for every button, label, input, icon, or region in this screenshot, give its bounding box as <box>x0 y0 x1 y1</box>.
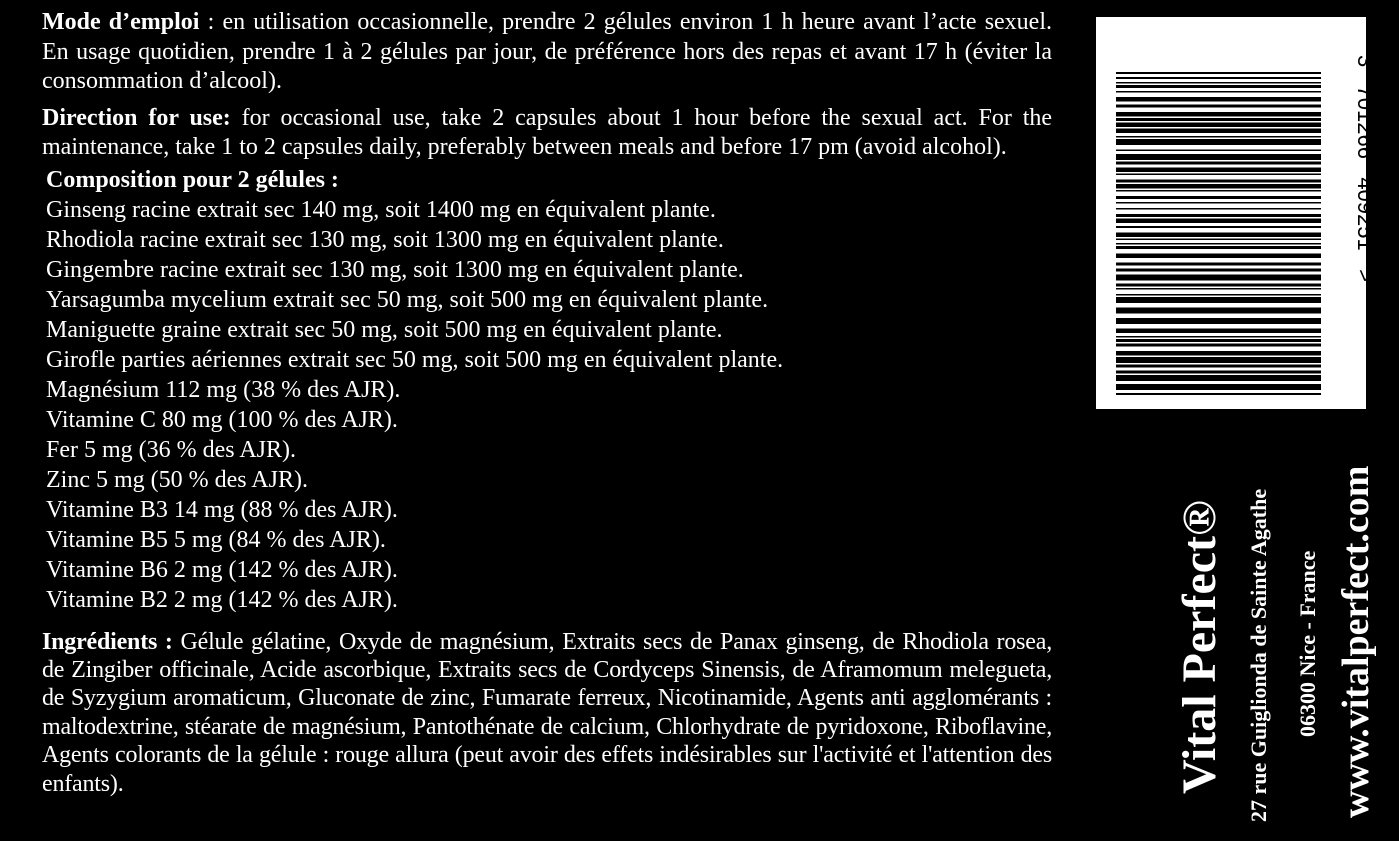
barcode-bar <box>1116 214 1321 217</box>
barcode-bar <box>1116 129 1321 134</box>
barcode-bar <box>1116 91 1321 93</box>
direction-text: for occasional use, take 2 capsules about 1 hour before the sexual act. For the maintenance, take 1 to 2 capsules daily, preferably between meals and before 17 pm (avoid alcohol). <box>42 104 1053 160</box>
barcode-bar <box>1116 118 1321 121</box>
barcode-digits: 3 701266 409251 > <box>1353 55 1378 282</box>
barcode-bar <box>1116 243 1321 245</box>
barcode-bar <box>1116 371 1321 374</box>
barcode-bar <box>1116 288 1321 290</box>
barcode-bar <box>1116 136 1321 138</box>
address-line-1: 27 rue Guiglionda de Sainte Agathe <box>1246 488 1271 822</box>
ingredients-label: Ingrédients : <box>42 628 173 655</box>
label-text-column <box>42 8 1052 822</box>
mode-emploi-text: : en utilisation occasionnelle, prendre 2 gélules environ 1 h heure avant l’acte sexuel. En usage quotidien, prendre 1 à 2 gélules par jour, de préférence hors des repas et avant 17 h (éviter la consommation d’alcool). <box>42 9 1053 94</box>
barcode-bar <box>1116 351 1321 356</box>
barcode-bar <box>1116 72 1321 74</box>
barcode-bars <box>1096 17 1378 409</box>
composition-title: Composition pour 2 gélules : <box>46 166 339 193</box>
barcode-bar <box>1116 97 1321 102</box>
barcode-bar <box>1116 384 1321 390</box>
barcode-bar <box>1116 336 1321 338</box>
composition-line: Vitamine B3 14 mg (88 % des AJR). <box>46 496 398 523</box>
direction-paragraph <box>42 104 1052 163</box>
barcode-bar <box>1116 318 1321 324</box>
barcode-bar <box>1116 154 1321 160</box>
barcode-bar <box>1116 308 1321 314</box>
website: www.vitalperfect.com <box>1335 465 1377 818</box>
barcode-bar <box>1116 284 1321 287</box>
composition-line: Rhodiola racine extrait sec 130 mg, soit 1300 mg en équivalent plante. <box>46 226 724 253</box>
composition-line: Yarsagumba mycelium extrait sec 50 mg, soit 500 mg en équivalent plante. <box>46 286 769 313</box>
barcode-bar <box>1116 219 1321 224</box>
barcode-bar <box>1116 123 1321 128</box>
barcode-bar <box>1116 297 1321 303</box>
barcode <box>1096 17 1378 409</box>
direction-label: Direction for use: <box>42 104 231 131</box>
composition-line: Vitamine B2 2 mg (142 % des AJR). <box>46 586 398 613</box>
barcode-bar <box>1116 139 1321 145</box>
composition-line: Vitamine B5 5 mg (84 % des AJR). <box>46 526 386 553</box>
barcode-bar <box>1116 329 1321 334</box>
barcode-bar <box>1116 82 1321 84</box>
address-line-2: 06300 Nice - France <box>1295 550 1320 737</box>
barcode-bar <box>1116 196 1321 199</box>
composition-line: Magnésium 112 mg (38 % des AJR). <box>46 376 401 403</box>
mode-emploi-paragraph <box>42 8 1052 97</box>
barcode-bar <box>1116 233 1321 238</box>
mode-emploi-label: Mode d’emploi <box>42 9 200 35</box>
composition-line: Ginseng racine extrait sec 140 mg, soit 1400 mg en équivalent plante. <box>46 196 716 223</box>
composition-line: Maniguette graine extrait sec 50 mg, soit 500 mg en équivalent plante. <box>46 316 723 343</box>
barcode-bar <box>1116 105 1321 108</box>
composition-line: Vitamine B6 2 mg (142 % des AJR). <box>46 556 398 583</box>
barcode-bar <box>1116 339 1321 342</box>
ingredients-paragraph <box>42 628 1052 798</box>
barcode-bar <box>1116 190 1321 192</box>
barcode-bar <box>1116 112 1321 117</box>
barcode-bar <box>1116 150 1321 152</box>
composition-line: Fer 5 mg (36 % des AJR). <box>46 436 296 463</box>
ingredients-text: Gélule gélatine, Oxyde de magnésium, Extraits secs de Panax ginseng, de Rhodiola rosea, de Zingiber officinale, Acide ascorbique, Extraits secs de Cordyceps Sinensis, de Aframomum melegueta, de Syzygium aromaticum, Gluconate de zinc, Fumarate ferreux, Nicotinamide, Agents anti agglomérants : maltodextrine, stéarate de magnésium, Pantothénate de calcium, Chlorhydrate de pyridoxone, Riboflavine, Agents colorants de la gélule : rouge allura (peut avoir des effets indésirables sur l'activité et l'attention des enfants). <box>42 628 1052 797</box>
barcode-bar <box>1116 202 1321 204</box>
composition-line: Zinc 5 mg (50 % des AJR). <box>46 466 308 493</box>
barcode-bar <box>1116 184 1321 189</box>
composition-line: Gingembre racine extrait sec 130 mg, soit 1300 mg en équivalent plante. <box>46 256 744 283</box>
barcode-bar <box>1116 393 1321 395</box>
composition-line: Vitamine C 80 mg (100 % des AJR). <box>46 406 398 433</box>
barcode-bar <box>1116 254 1321 259</box>
barcode-bar <box>1116 344 1321 347</box>
barcode-bar <box>1116 263 1321 266</box>
composition-block <box>46 165 1052 615</box>
barcode-bar <box>1116 180 1321 183</box>
barcode-bar <box>1116 239 1321 241</box>
barcode-bar <box>1116 208 1321 210</box>
barcode-bar <box>1116 168 1321 173</box>
composition-line: Girofle parties aériennes extrait sec 50 mg, soit 500 mg en équivalent plante. <box>46 346 784 373</box>
barcode-bar <box>1116 269 1321 272</box>
barcode-bar <box>1116 77 1321 79</box>
barcode-bar <box>1116 294 1321 296</box>
brand-name: Vital Perfect® <box>1173 500 1226 794</box>
barcode-bar <box>1116 162 1321 165</box>
barcode-bar <box>1116 365 1321 368</box>
barcode-bar <box>1116 246 1321 249</box>
barcode-bar <box>1116 357 1321 363</box>
barcode-bar <box>1116 375 1321 381</box>
barcode-bar <box>1116 85 1321 88</box>
barcode-bar <box>1116 275 1321 281</box>
barcode-bar <box>1116 174 1321 176</box>
barcode-bar <box>1116 226 1321 228</box>
